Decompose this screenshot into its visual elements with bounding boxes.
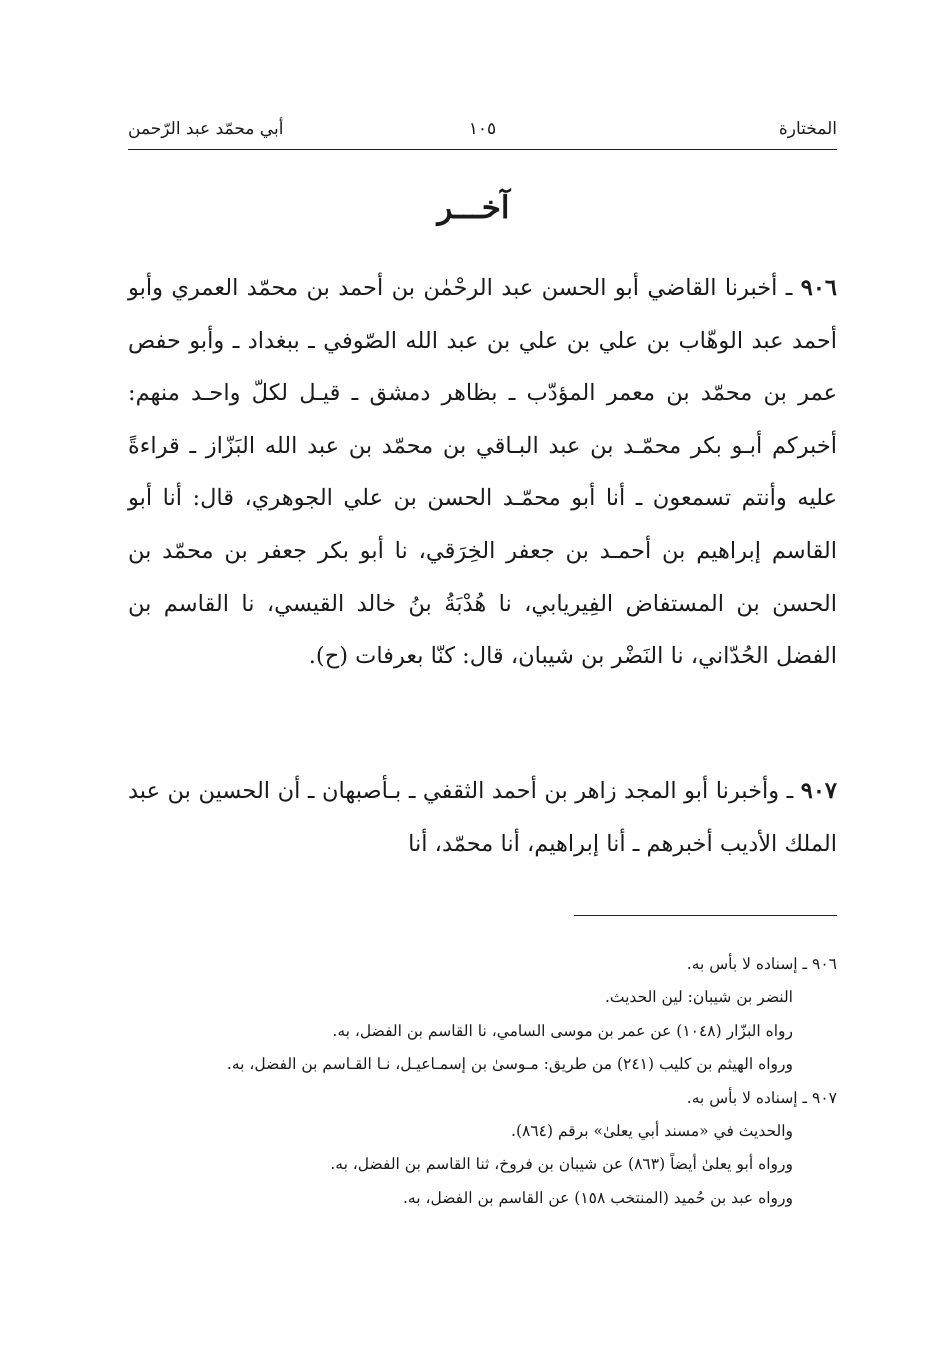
section-title: آخـــر — [437, 190, 510, 226]
footnote-line: والحديث في «مسند أبي يعلىٰ» برقم (٨٦٤). — [511, 1122, 793, 1141]
footnote-line: النضر بن شيبان: لين الحديث. — [604, 988, 793, 1007]
running-header — [128, 115, 837, 150]
header-book-title: المختارة — [778, 119, 837, 139]
hadith-number: ٩٠٧ — [800, 778, 837, 804]
hadith-text: ـ أخبرنا القاضي أبو الحسن عبد الرحْمٰن بن أحمد بن محمّد العمري وأبو أحمد عبد الوهّاب بن علي بن علي بن عبد الله الصّوفي ـ ببغداد ـ وأبو حفص عمر بن محمّد بن معمر المؤدّب ـ بظاهر دمشق ـ قيـل لكلّ واحـد منهم: أخبركم أبـو بكر محمّـد بن عبد البـاقي بن محمّد بن عبد الله البَزّاز ـ قراءةً عليه وأنتم تسمعون ـ أنا أبو محمّـد الحسن بن علي الجوهري، قال: أنا أبو القاسم إبراهيم بن أحمـد بن جعفر الخِرَقي، نا أبو بكر جعفر بن محمّد بن الحسن بن المستفاض الفِيريابي، نا هُدْبَةُ بنُ خالد القيسي، نا القاسم بن الفضل الحُدّاني، نا النَضْر بن شيبان، قال: كنّا بعرفات (ح). — [128, 275, 837, 670]
footnote-line: ورواه عبد بن حُميد (المنتخب ١٥٨) عن القاسم بن الفضل، به. — [403, 1188, 793, 1207]
hadith-907 — [128, 765, 837, 870]
footnote-line: رواه البزّار (١٠٤٨) عن عمر بن موسى السامي، نا القاسم بن الفضل، به. — [332, 1021, 793, 1040]
footnote-line: ورواه أبو يعلىٰ أيضاً (٨٦٣) عن شيبان بن فروخ، ثنا القاسم بن الفضل، به. — [330, 1155, 793, 1174]
footnote-line: ٩٠٦ ـ إسناده لا بأس به. — [686, 955, 837, 973]
page-number: ١٠٥ — [468, 119, 497, 139]
hadith-906 — [128, 262, 837, 683]
header-chapter-name: أبي محمّد عبد الرّحمن — [128, 119, 284, 139]
hadith-text: ـ وأخبرنا أبو المجد زاهر بن أحمد الثقفي ـ بـأصبهان ـ أن الحسين بن عبد الملك الأديب أخبرهم ـ أنا إبراهيم، أنا محمّد، أنا — [128, 778, 837, 857]
footnote-line: ٩٠٧ ـ إسناده لا بأس به. — [686, 1088, 837, 1107]
footnote-line: ورواه الهيثم بن كليب (٢٤١) من طريق: مـوسىٰ بن إسمـاعيـل، نـا القـاسم بن الفضل، به. — [226, 1055, 793, 1074]
footnote-divider — [574, 915, 837, 916]
hadith-number: ٩٠٦ — [800, 275, 837, 301]
footnotes — [120, 948, 837, 1215]
